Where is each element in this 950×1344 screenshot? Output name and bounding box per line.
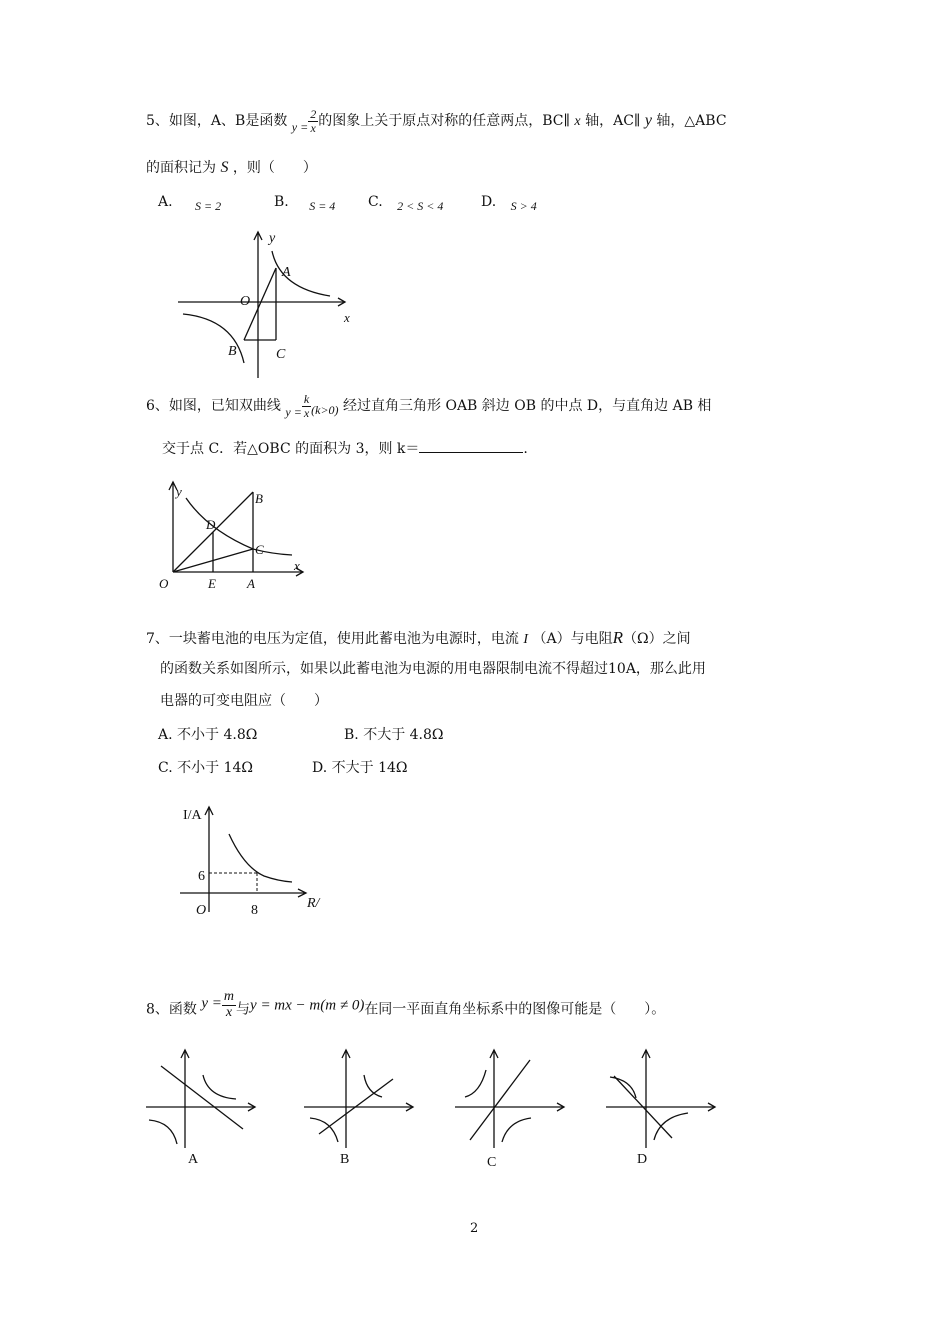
page-number: 2: [470, 1221, 479, 1236]
q7-option-c: C. 不小于 14Ω: [158, 760, 253, 776]
label-x: x: [344, 310, 350, 325]
q5-option-a: A. S = 2: [158, 194, 222, 213]
q5-fraction: $\frac{2}{x}$: [310, 107, 317, 135]
label-xlabel: R/: [307, 896, 320, 911]
option-c-label: C: [487, 1155, 497, 1170]
label-y: y: [176, 484, 182, 499]
label-d: D: [206, 517, 216, 532]
label-x: x: [294, 558, 300, 573]
label-a: A: [247, 576, 255, 591]
label-a: A: [282, 265, 291, 280]
option-b-label: B: [340, 1152, 350, 1167]
option-a-label: A: [188, 1152, 199, 1167]
q5-option-d: D. S > 4: [481, 194, 537, 213]
answer-blank[interactable]: [419, 440, 523, 453]
tick-8: 8: [251, 903, 258, 918]
q8-fraction: $\frac{m}{x}$: [223, 989, 235, 1020]
q5-option-b: B. S = 4: [274, 194, 336, 213]
label-c: C: [276, 347, 286, 362]
graph-a[interactable]: [146, 1050, 255, 1148]
q8-number: 8、: [146, 1001, 169, 1018]
q6-fraction: $\frac{k}{x}$: [303, 392, 310, 420]
q7-figure: [175, 800, 325, 920]
curve: [229, 834, 292, 882]
label-ylabel: I/A: [183, 808, 202, 823]
label-o: O: [196, 903, 207, 918]
graph-c[interactable]: [455, 1050, 564, 1148]
option-d-label: D: [637, 1152, 648, 1167]
q7-line2: 的函数关系如图所示，如果以此蓄电池为电源的用电器限制电流不得超过10A，那么此用: [160, 661, 706, 677]
q7-line1: 7、一块蓄电池的电压为定值，使用此蓄电池为电源时，电流 I （A）与电阻R（Ω）之间: [146, 628, 691, 647]
q6-number: 6、: [146, 398, 169, 415]
q7-option-d: D. 不大于 14Ω: [312, 760, 408, 776]
q5-number: 5、: [146, 113, 169, 130]
label-c: C: [255, 542, 264, 557]
graph-b[interactable]: [304, 1050, 413, 1148]
label-b: B: [228, 344, 237, 359]
q7-option-b: B. 不大于 4.8Ω: [344, 727, 444, 743]
label-o: O: [240, 294, 251, 309]
tick-6: 6: [198, 869, 205, 884]
hyperbola-branch-1: [272, 251, 330, 296]
q5-func-y: y =: [291, 120, 309, 135]
q7-option-a: A. 不小于 4.8Ω: [158, 727, 258, 743]
q5-line2: 的面积记为 S ，则（ ）: [146, 159, 317, 176]
graph-d[interactable]: [606, 1050, 715, 1148]
q6-line1: 6、如图，已知双曲线 y = $\frac{k}{x}$ (k>0) 经过直角三角形 OAB 斜边 OB 的中点 D，与直角边 AB 相: [146, 392, 712, 420]
q5-figure: [170, 225, 370, 385]
q8-options-figure: [140, 1040, 730, 1175]
q5-option-c: C. 2 < S < 4: [368, 194, 444, 213]
q6-line2: 交于点 C．若△OBC 的面积为 3，则 k＝ .: [162, 441, 528, 457]
q6-figure: [150, 475, 310, 595]
label-y: y: [269, 231, 276, 246]
label-b: B: [255, 491, 263, 506]
q5-line1: 5、如图，A、B是函数 y = $\frac{2}{x}$ 的图象上关于原点对称的任意两点，BC∥ x 轴，AC∥ y 轴，△ABC: [146, 107, 727, 135]
label-o: O: [159, 576, 169, 591]
q7-line3: 电器的可变电阻应（ ）: [160, 693, 328, 709]
q7-number: 7、: [146, 631, 169, 647]
label-e: E: [208, 576, 216, 591]
q8-line: 8、函数 y = $\frac{m}{x}$ 与y = mx − m(m ≠ 0)在同一平面直角坐标系中的图像可能是（ ）。: [146, 989, 666, 1020]
